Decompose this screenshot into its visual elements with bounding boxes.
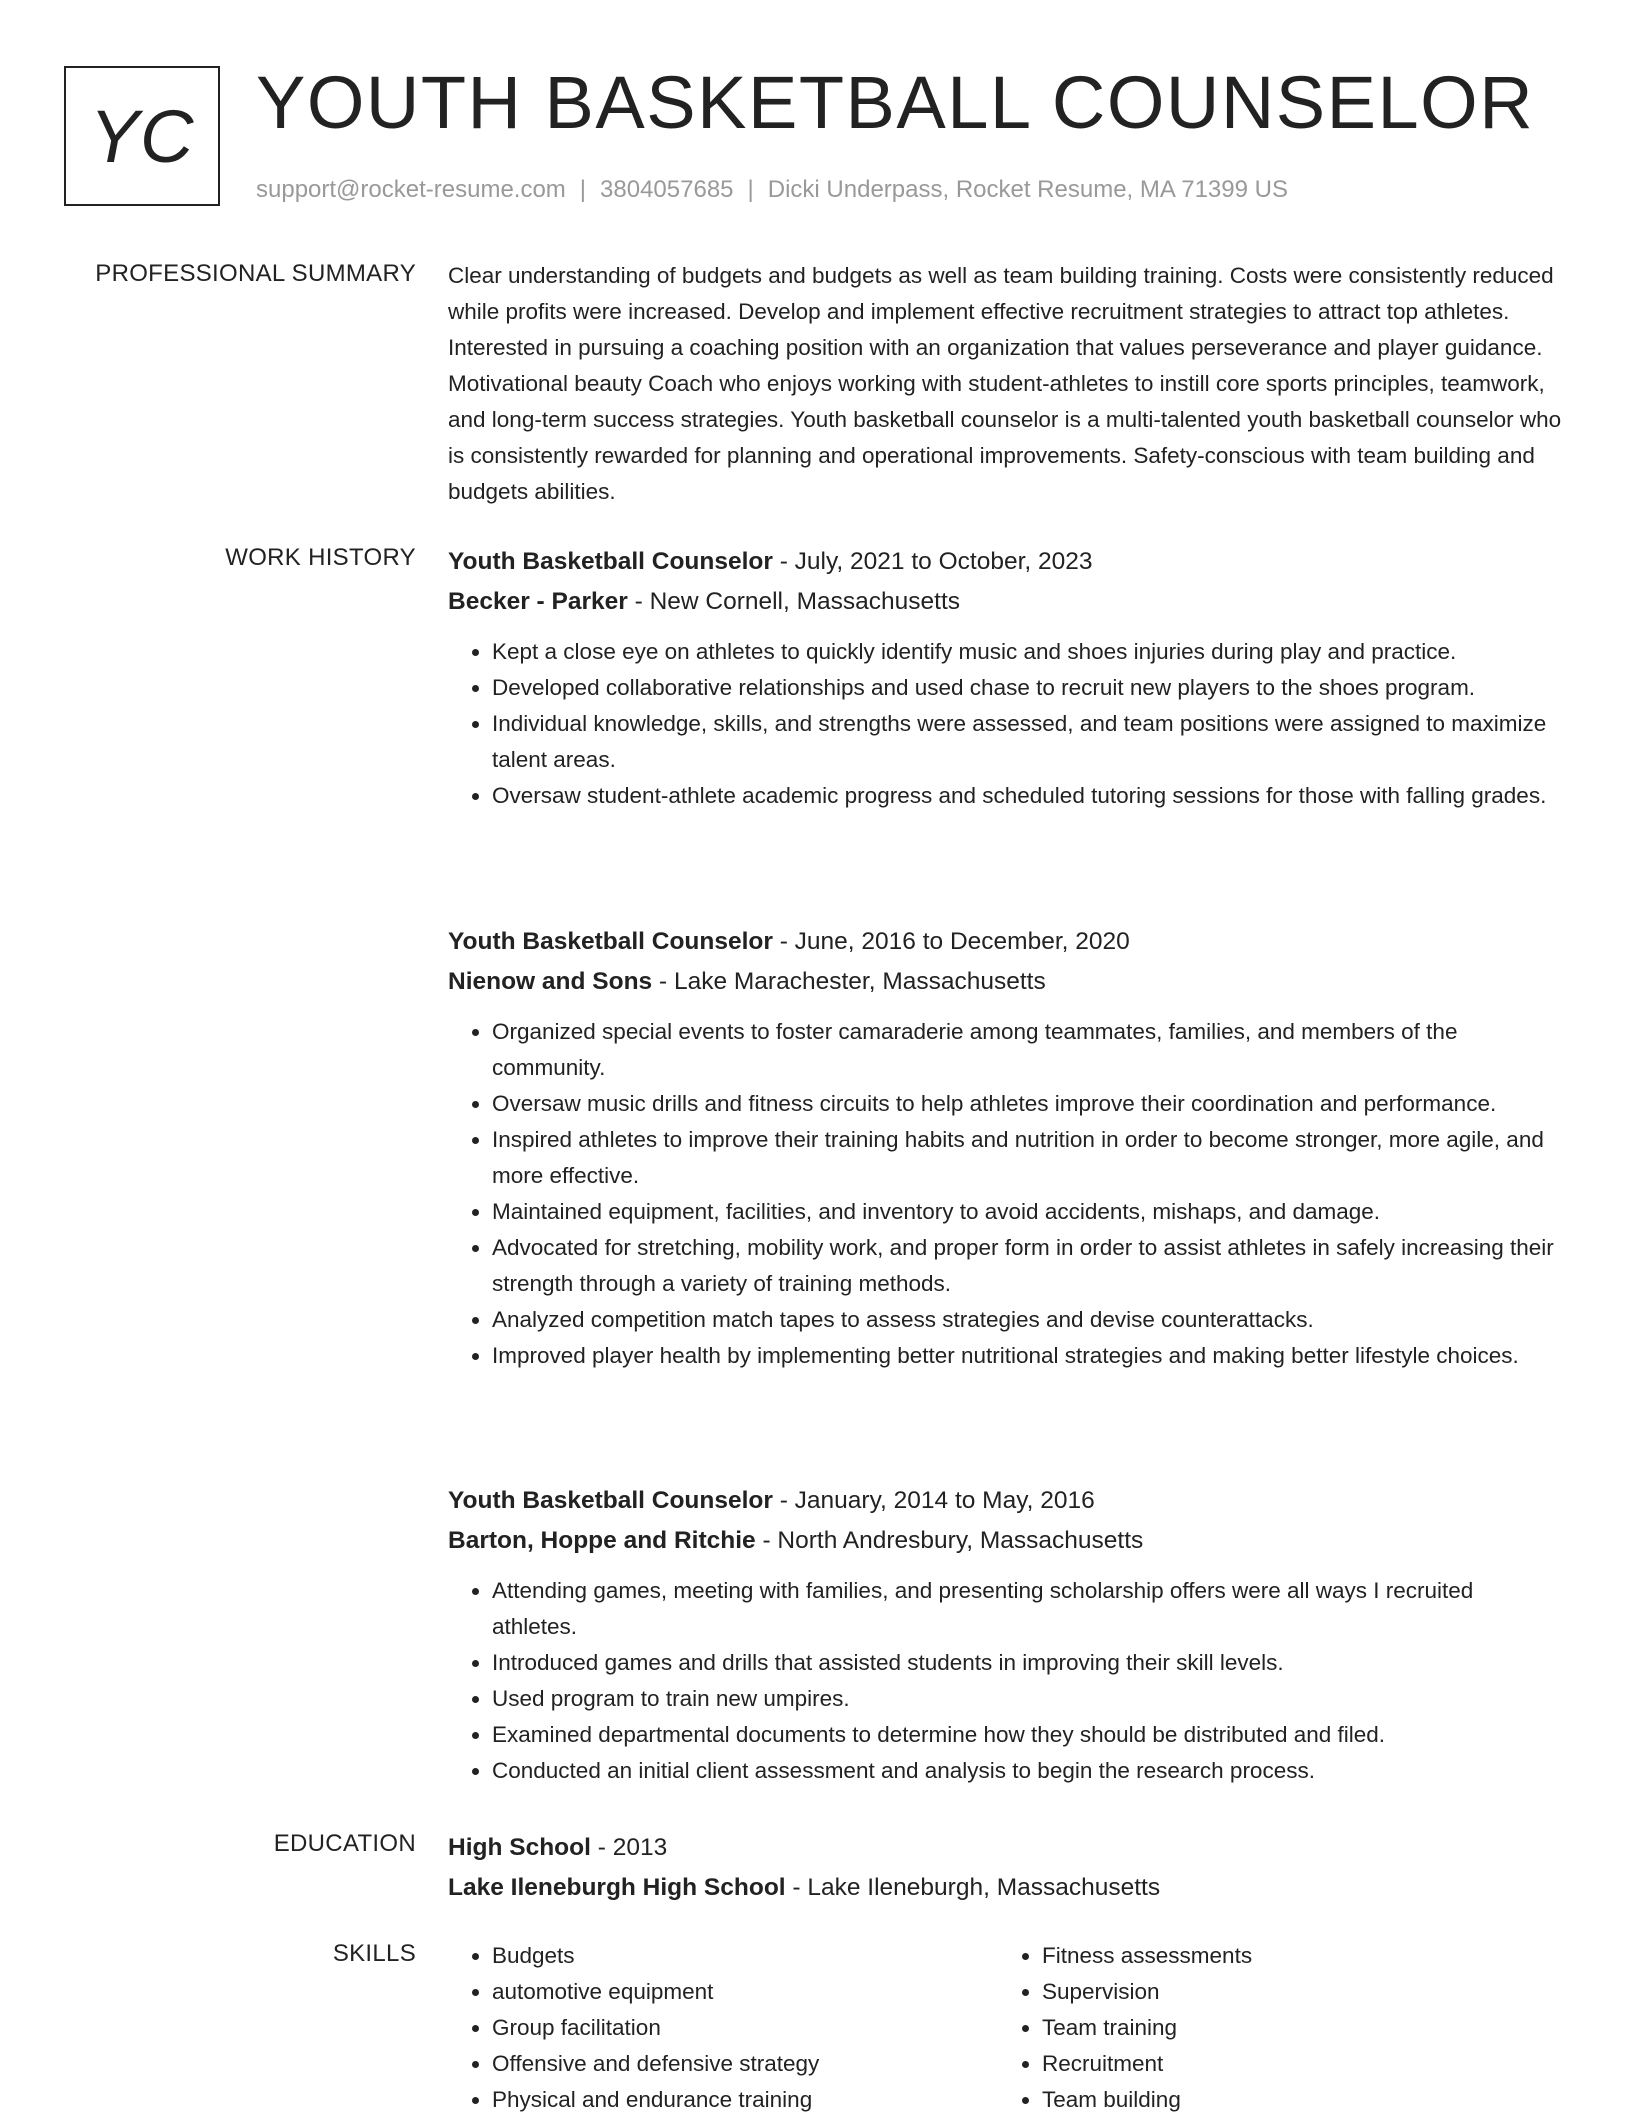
skills-body: [448, 1938, 1564, 2118]
contact-address: Dicki Underpass, Rocket Resume, MA 71399 US: [767, 176, 1288, 203]
summary-body: [448, 258, 1564, 510]
job-bullet: • Introduced games and drills that assisted students in improving their skill levels.: [492, 1645, 1564, 1681]
education-school-line: [448, 1868, 1564, 1908]
skill-item: • Physical and endurance training: [492, 2082, 998, 2118]
skill-item: • Budgets: [492, 1938, 998, 1974]
job-company-line: [448, 582, 1564, 622]
contact-phone[interactable]: 3804057685: [600, 176, 734, 203]
skills-list-right: [998, 1938, 1548, 2118]
job-dates: - July, 2021 to October, 2023: [772, 548, 1093, 575]
job-company: Barton, Hoppe and Ritchie: [448, 1527, 756, 1554]
job-bullet: • Examined departmental documents to determine how they should be distributed and filed.: [492, 1717, 1564, 1753]
skills-columns: [448, 1938, 1564, 2118]
job-title: Youth Basketball Counselor: [448, 548, 773, 575]
job-title-line: [448, 922, 1564, 962]
work-history-heading: WORK HISTORY: [225, 544, 416, 571]
job-dates: - June, 2016 to December, 2020: [772, 928, 1130, 955]
skill-item: • Team training: [1042, 2010, 1548, 2046]
job-location: - North Andresbury, Massachusetts: [755, 1527, 1144, 1554]
education-degree: High School: [448, 1834, 591, 1861]
monogram-badge: [64, 66, 220, 206]
summary-heading: PROFESSIONAL SUMMARY: [95, 260, 416, 287]
skill-item: • Team building: [1042, 2082, 1548, 2118]
job-bullet: • Oversaw music drills and fitness circuits to help athletes improve their coordination and performance.: [492, 1086, 1564, 1122]
skill-item: • Fitness assessments: [1042, 1938, 1548, 1974]
job-bullet: • Attending games, meeting with families, and presenting scholarship offers were all ways I recruited athletes.: [492, 1573, 1564, 1645]
job-company-line: [448, 1521, 1564, 1561]
job-bullet: • Inspired athletes to improve their training habits and nutrition in order to become stronger, more agile, and more effective.: [492, 1122, 1564, 1194]
job-bullet: • Developed collaborative relationships and used chase to recruit new players to the shoes program.: [492, 670, 1564, 706]
summary-text: Clear understanding of budgets and budgets as well as team building training. Costs were consistently reduced while profits were increased. Develop and implement effective recruitment strategies to attract top athletes. Interested in pursuing a coaching position with an organization that values perseverance and player guidance. Motivational beauty Coach who enjoys working with student-athletes to instill core sports principles, teamwork, and long-term success strategies. Youth basketball counselor is a multi-talented youth basketball counselor who is consistently rewarded for planning and operational improvements. Safety-conscious with team building and budgets abilities.: [448, 263, 1562, 504]
job-company: Nienow and Sons: [448, 968, 653, 995]
job-bullet: • Advocated for stretching, mobility work, and proper form in order to assist athletes in safely increasing their strength through a variety of training methods.: [492, 1230, 1564, 1302]
contact-separator: |: [579, 176, 587, 203]
job-title: Youth Basketball Counselor: [448, 1487, 773, 1514]
job-bullet: • Conducted an initial client assessment and analysis to begin the research process.: [492, 1753, 1564, 1789]
job-location: - Lake Marachester, Massachusetts: [652, 968, 1046, 995]
contact-line: [256, 175, 1288, 205]
job-bullet: • Kept a close eye on athletes to quickly identify music and shoes injuries during play and practice.: [492, 634, 1564, 670]
contact-email[interactable]: support@rocket-resume.com: [256, 176, 566, 203]
education-location: - Lake Ileneburgh, Massachusetts: [785, 1874, 1161, 1901]
job-bullet: • Improved player health by implementing better nutritional strategies and making better lifestyle choices.: [492, 1338, 1564, 1374]
job-company: Becker - Parker: [448, 588, 628, 615]
education-heading: EDUCATION: [273, 1830, 416, 1857]
skills-list-left: [448, 1938, 998, 2118]
education-degree-line: [448, 1828, 1564, 1868]
monogram-initials: YC: [89, 94, 195, 178]
job-entry: [448, 922, 1564, 1374]
job-company-line: [448, 962, 1564, 1002]
contact-separator: |: [747, 176, 754, 203]
skill-item: • Recruitment: [1042, 2046, 1548, 2082]
job-bullet: • Analyzed competition match tapes to assess strategies and devise counterattacks.: [492, 1302, 1564, 1338]
skill-item: • Group facilitation: [492, 2010, 998, 2046]
skill-item: • automotive equipment: [492, 1974, 998, 2010]
job-bullet: • Organized special events to foster camaraderie among teammates, families, and members of the community.: [492, 1014, 1564, 1086]
job-location: - New Cornell, Massachusetts: [627, 588, 961, 615]
job-dates: - January, 2014 to May, 2016: [772, 1487, 1095, 1514]
job-entry: [448, 542, 1564, 814]
job-bullet: • Used program to train new umpires.: [492, 1681, 1564, 1717]
job-bullets: [448, 1573, 1564, 1789]
skill-item: • Supervision: [1042, 1974, 1548, 2010]
job-bullets: [448, 634, 1564, 814]
skills-heading: SKILLS: [332, 1940, 416, 1967]
job-bullets: [448, 1014, 1564, 1374]
education-school: Lake Ileneburgh High School: [448, 1874, 786, 1901]
job-title-line: [448, 542, 1564, 582]
job-entry: [448, 1481, 1564, 1789]
job-bullet: • Maintained equipment, facilities, and inventory to avoid accidents, mishaps, and damage.: [492, 1194, 1564, 1230]
resume-name: YOUTH BASKETBALL COUNSELOR: [256, 61, 1535, 144]
job-title: Youth Basketball Counselor: [448, 928, 773, 955]
job-bullet: • Oversaw student-athlete academic progress and scheduled tutoring sessions for those with falling grades.: [492, 778, 1564, 814]
skill-item: • Offensive and defensive strategy: [492, 2046, 998, 2082]
education-year: - 2013: [590, 1834, 668, 1861]
job-title-line: [448, 1481, 1564, 1521]
job-bullet: • Individual knowledge, skills, and strengths were assessed, and team positions were assigned to maximize talent areas.: [492, 706, 1564, 778]
education-body: [448, 1828, 1564, 1908]
